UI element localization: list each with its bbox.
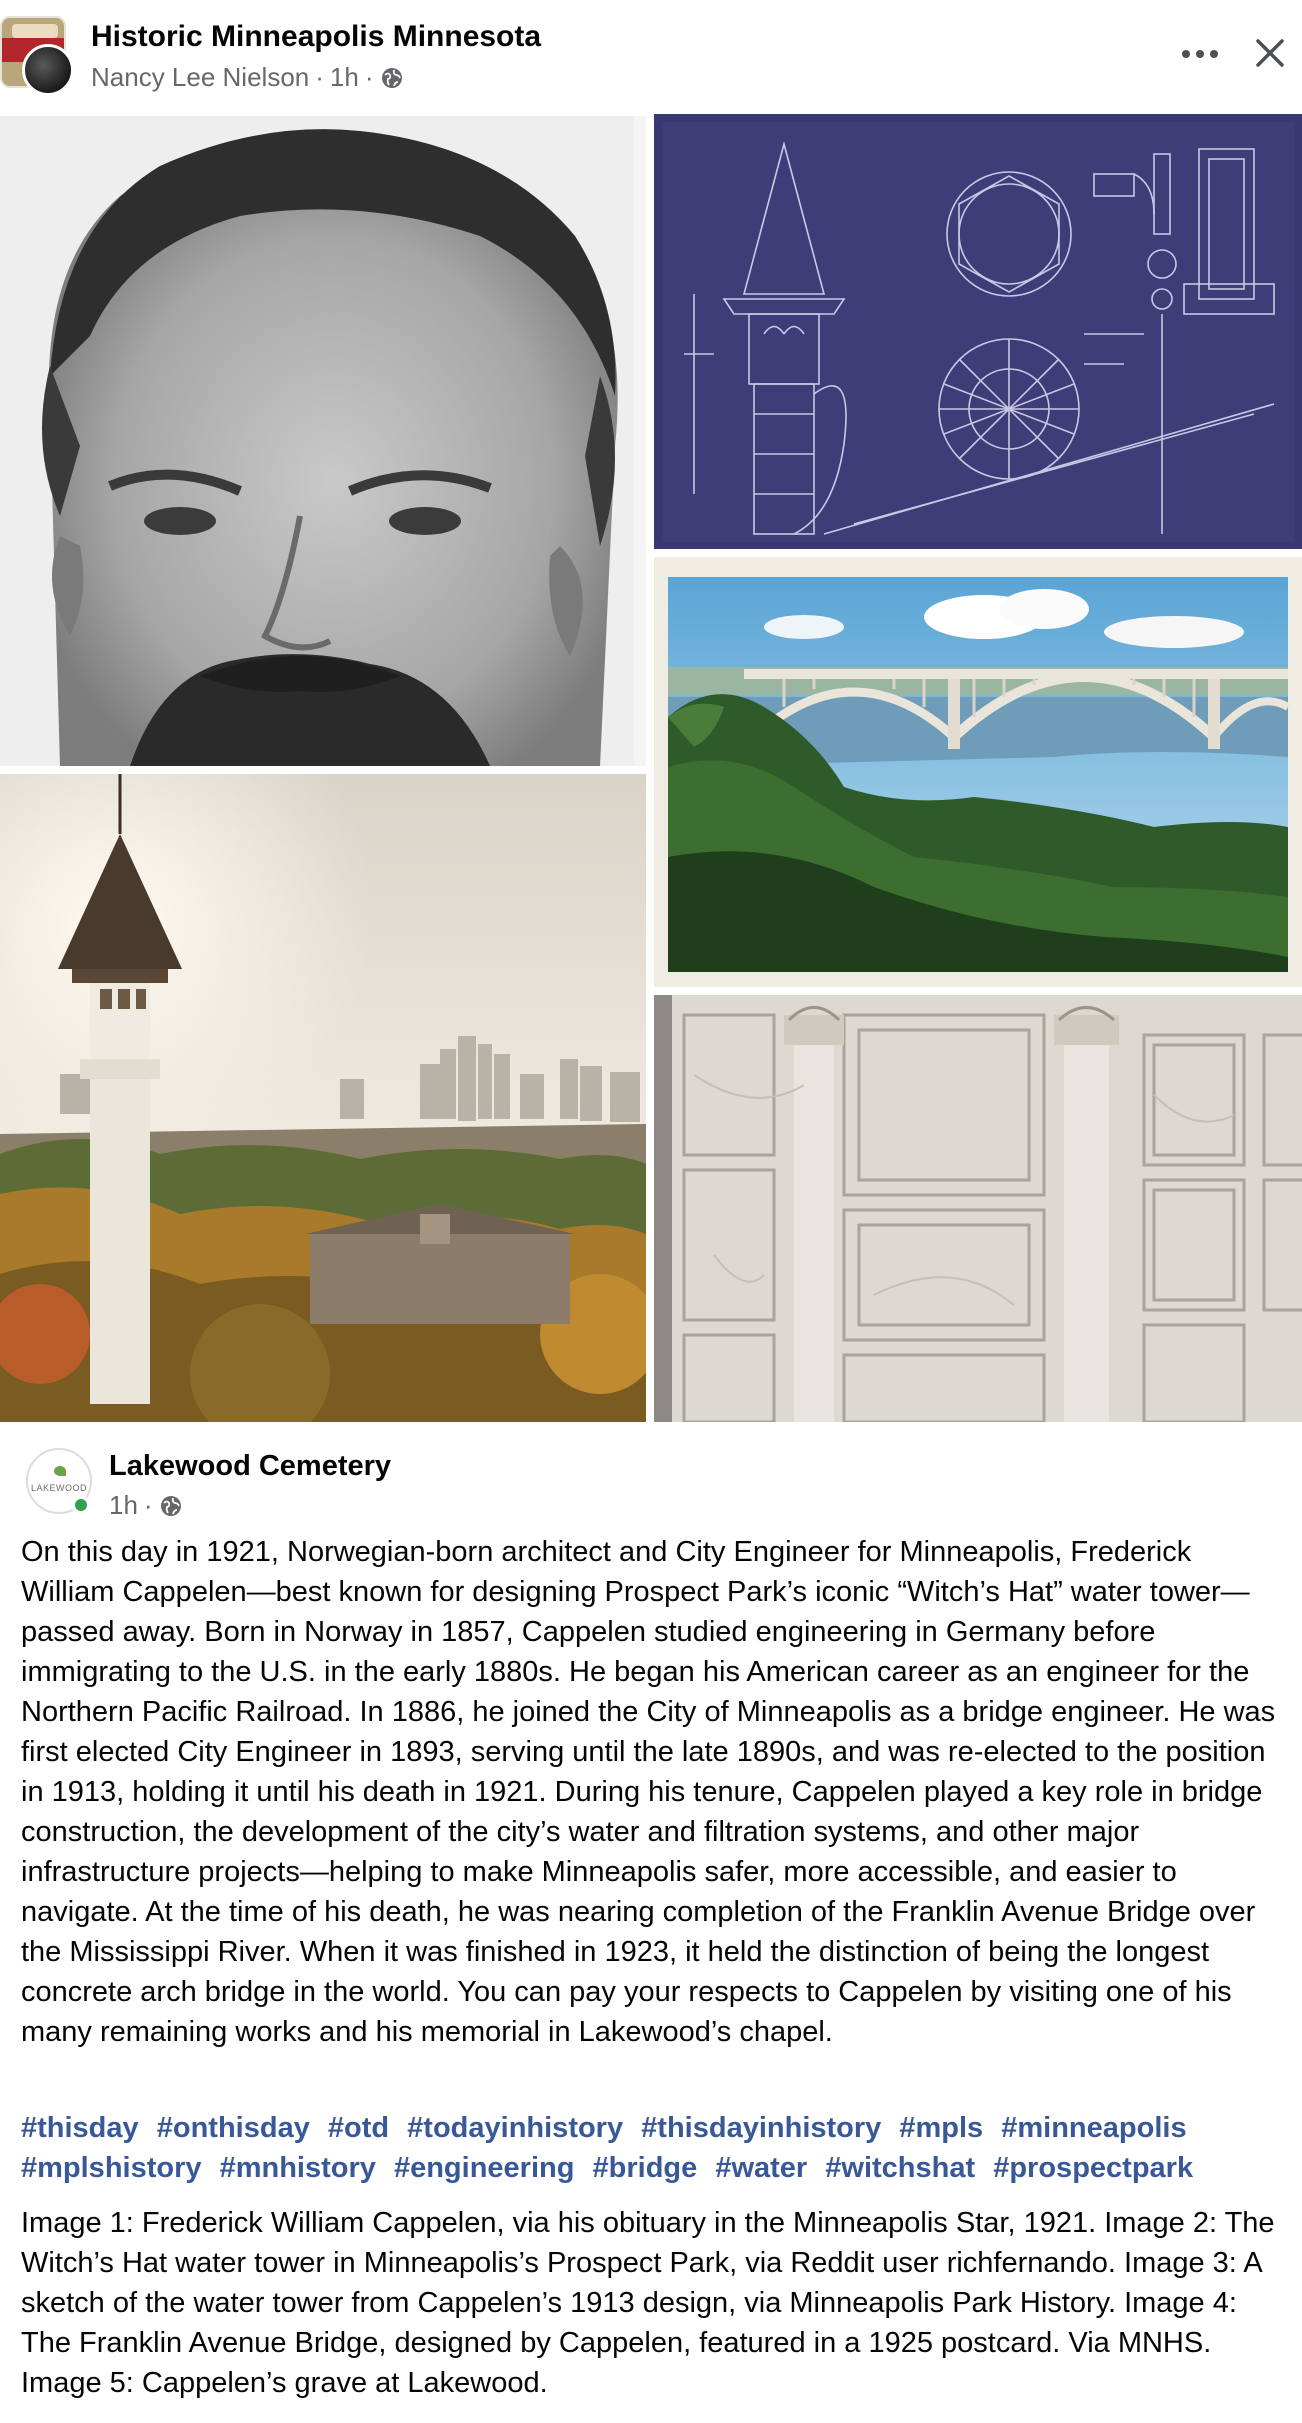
hashtag-link[interactable]: #water — [715, 2152, 808, 2184]
leaf-logo-icon — [54, 1466, 66, 1476]
hashtag-link[interactable]: #thisday — [21, 2112, 139, 2144]
author-avatar[interactable] — [22, 44, 74, 96]
hashtag-link[interactable]: #mnhistory — [219, 2152, 376, 2184]
author-name[interactable]: Nancy Lee Nielson — [91, 62, 310, 92]
shared-page-name[interactable]: Lakewood Cemetery — [109, 1450, 392, 1482]
meta-separator: · — [315, 62, 324, 92]
post-time[interactable]: 1h — [329, 62, 359, 92]
photo-water-tower-blueprint[interactable] — [654, 114, 1302, 549]
hashtag-link[interactable]: #witchshat — [825, 2152, 976, 2184]
post-header — [0, 0, 1302, 114]
shared-post-meta — [109, 1490, 183, 1521]
shared-post-time[interactable]: 1h — [109, 1490, 138, 1520]
photo-obituary-portrait[interactable] — [0, 116, 646, 766]
group-avatar[interactable] — [0, 16, 70, 94]
hashtag-link[interactable]: #minneapolis — [1001, 2112, 1187, 2144]
image-caption-text: Image 1: Frederick William Cappelen, via his obituary in the Minneapolis Star, 1921. Image 2: The Witch’s Hat water tower in Minneapolis’s Prospect Park, via Reddit user richfernando. Image 3: A sketch of the water tower from Cappelen’s 1913 design, via Minneapolis Park History. Image 4: The Franklin Avenue Bridge, designed by Cappelen, featured in a 1925 postcard. Via MNHS. Image 5: Cappelen’s grave at Lakewood. — [21, 2207, 1275, 2399]
hashtag-link[interactable]: #todayinhistory — [407, 2112, 624, 2144]
globe-icon — [159, 1494, 183, 1518]
hashtag-link[interactable]: #mplshistory — [21, 2152, 202, 2184]
photo-memorial-wall[interactable] — [654, 995, 1302, 1422]
hashtag-link[interactable]: #bridge — [592, 2152, 698, 2184]
photo-witchs-hat-tower[interactable] — [0, 774, 646, 1422]
hashtag-link[interactable]: #engineering — [393, 2152, 575, 2184]
hashtag-link[interactable]: #thisdayinhistory — [641, 2112, 882, 2144]
hashtag-link[interactable]: #onthisday — [156, 2112, 310, 2144]
globe-icon — [380, 66, 404, 90]
more-options-button[interactable] — [1170, 30, 1230, 78]
more-icon — [1182, 50, 1190, 58]
meta-separator: · — [364, 62, 374, 92]
avatar-logo-text: LAKEWOOD — [30, 1483, 87, 1493]
group-name[interactable]: Historic Minneapolis Minnesota — [91, 20, 542, 53]
shared-post-header — [0, 1436, 1302, 1526]
post-body-text: On this day in 1921, Norwegian-born architect and City Engineer for Minneapolis, Frederick William Cappelen—best known for designing Prospect Park’s iconic “Witch’s Hat” water tower—passed away. Born in Norway in 1857, Cappelen studied engineering in Germany before immigrating to the U.S. in the early 1880s. He began his American career as an engineer for the Northern Pacific Railroad. In 1886, he joined the City of Minneapolis as a bridge engineer. He was first elected City Engineer in 1893, serving until the late 1890s, and was re-elected to the position in 1913, holding it until his death in 1921. During his tenure, Cappelen played a key role in bridge construction, the development of the city’s water and filtration systems, and other major infrastructure projects—helping to make Minneapolis safer, more accessible, and easier to navigate. At the time of his death, he was nearing completion of the Franklin Avenue Bridge over the Mississippi River. When it was finished in 1923, it held the distinction of being the longest concrete arch bridge in the world. You can pay your respects to Cappelen by visiting one of his many remaining works and his memorial in Lakewood’s chapel. — [21, 1536, 1276, 2048]
close-icon[interactable] — [1245, 28, 1295, 78]
online-status-icon — [72, 1496, 90, 1514]
hashtag-link[interactable]: #prospectpark — [993, 2152, 1194, 2184]
meta-separator: · — [143, 1490, 153, 1520]
hashtag-list — [21, 2108, 1286, 2188]
photo-grid — [0, 114, 1302, 1422]
hashtag-link[interactable]: #otd — [327, 2112, 390, 2144]
post-meta — [91, 62, 404, 93]
photo-bridge-postcard[interactable] — [654, 557, 1302, 987]
hashtag-link[interactable]: #mpls — [899, 2112, 984, 2144]
